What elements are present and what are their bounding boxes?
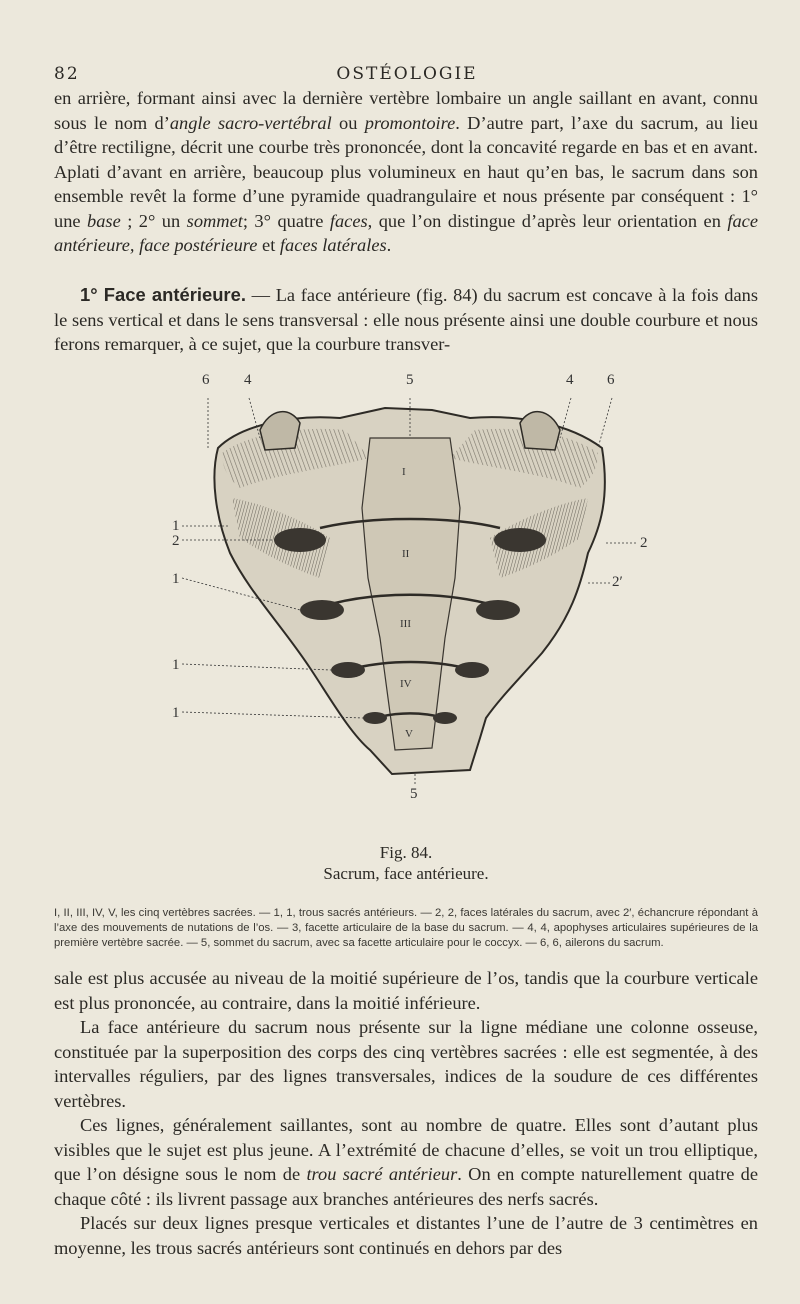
label-4-right: 4 xyxy=(566,372,574,388)
label-2-right: 2 xyxy=(640,535,648,551)
text-run: ou xyxy=(331,112,365,133)
text-run: ; 2° un xyxy=(120,210,187,231)
text-run: Ces lignes, généralement saillantes, sont au nombre de quatre. Elles sont d’autant plus visibles que le sujet est plus jeune. A l’extrémité de chacune d’elles, se voit un trou elliptique, que l’on désigne sous le nom de xyxy=(54,1115,758,1184)
label-roman-III: III xyxy=(400,618,411,630)
label-6-right: 6 xyxy=(607,372,615,388)
paragraph-3: sale est plus accusée au niveau de la moitié supérieure de l’os, tandis que la courbure verticale est plus prononcée, au contraire, dans la moitié inférieure. xyxy=(54,968,758,1013)
paragraph-4: La face antérieure du sacrum nous présente sur la ligne médiane une colonne osseuse, constituée par la superposition des corps des cinq vertèbres sacrées : elle est segmentée, à des intervalles réguliers, par des lignes transversales, indices de la soudure de ces différentes vertèbres. xyxy=(54,1017,758,1111)
term-face-anterieure: face antérieure, face postérieure xyxy=(54,210,758,255)
term-angle-sacro-vertebral: angle sacro-vertébral xyxy=(169,112,332,133)
text-run: ; 3° quatre xyxy=(242,210,330,231)
label-1-left-a: 1 xyxy=(172,518,180,534)
label-1-left-b: 1 xyxy=(172,571,180,587)
term-sommet: sommet xyxy=(186,210,243,231)
label-1-left-c: 1 xyxy=(172,657,180,673)
label-2-prime: 2′ xyxy=(612,574,623,590)
label-5-top: 5 xyxy=(406,372,414,388)
running-title: OSTÉOLOGIE xyxy=(336,64,478,84)
label-roman-IV: IV xyxy=(400,678,412,690)
page-header xyxy=(54,64,760,88)
paragraph-5 xyxy=(54,1113,758,1211)
text-run: . D’autre part, l’axe du sacrum, au lieu d’être rectiligne, décrit une courbe très prononcée, dont la concavité regarde en bas et en avant. Aplati d’avant en arrière, beaucoup plus volumineux en haut qu’en bas, le sacrum dans son ensemble revêt la forme d’une pyramide quadrangulaire et nous présente par conséquent : 1° une xyxy=(54,112,758,231)
paragraph-1 xyxy=(54,86,758,258)
text-run: . xyxy=(386,235,392,255)
figure-legend: I, II, III, IV, V, les cinq vertèbres sacrées. — 1, 1, trous sacrés antérieurs. — 2, 2, faces latérales du sacrum, avec 2′, échancrure répondant à l’axe des mouvements de nutations de l’os. — 3, facette articulaire de la base du sacrum. — 4, 4, apophyses articulaires supérieures de la première vertèbre sacrée. — 5, sommet du sacrum, avec sa facette articulaire pour le coccyx. — 6, 6, ailerons du sacrum. xyxy=(54,907,758,949)
text-run: en arrière, formant ainsi avec la dernière vertèbre lombaire un angle saillant en avant, connu sous le nom d’ xyxy=(54,88,758,133)
label-roman-II: II xyxy=(402,548,410,560)
text-run: . On en compte naturellement quatre de chaque côté : ils livrent passage aux branches antérieures des nerfs sacrés. xyxy=(54,1164,759,1209)
label-2-left: 2 xyxy=(172,533,180,549)
label-roman-V: V xyxy=(405,728,413,740)
paragraph-2 xyxy=(54,283,758,357)
paragraph-6: Placés sur deux lignes presque verticales et distantes l’une de l’autre de 3 centimètres en moyenne, les trous sacrés antérieurs sont continués en dehors par des xyxy=(54,1213,758,1258)
text-run: , que l’on distingue d’après leur orientation en xyxy=(367,210,728,231)
figure-title: Sacrum, face antérieure. xyxy=(323,864,489,883)
label-1-left-d: 1 xyxy=(172,705,180,721)
label-5-bottom: 5 xyxy=(410,786,418,802)
figure-number: Fig. 84. xyxy=(379,843,433,862)
term-trou-sacre-anterieur: trou sacré antérieur xyxy=(306,1164,458,1184)
section-heading: 1° Face antérieure. xyxy=(80,284,246,305)
page-number: 82 xyxy=(54,64,80,84)
term-faces-laterales: faces latérales xyxy=(279,235,387,255)
text-run: et xyxy=(257,235,280,255)
label-6-left: 6 xyxy=(202,372,210,388)
label-4-left: 4 xyxy=(244,372,252,388)
term-promontoire: promontoire xyxy=(364,112,456,133)
figure-sacrum xyxy=(170,372,650,802)
term-base: base xyxy=(87,210,121,231)
label-roman-I: I xyxy=(402,466,406,478)
term-faces: faces xyxy=(329,210,368,231)
text-run: — La face antérieure (fig. 84) du sacrum est concave à la fois dans le sens vertical et dans le sens transversal : elle nous présente ainsi une double courbure et nous ferons remarquer, à ce sujet, que la courbure transver- xyxy=(54,285,758,354)
